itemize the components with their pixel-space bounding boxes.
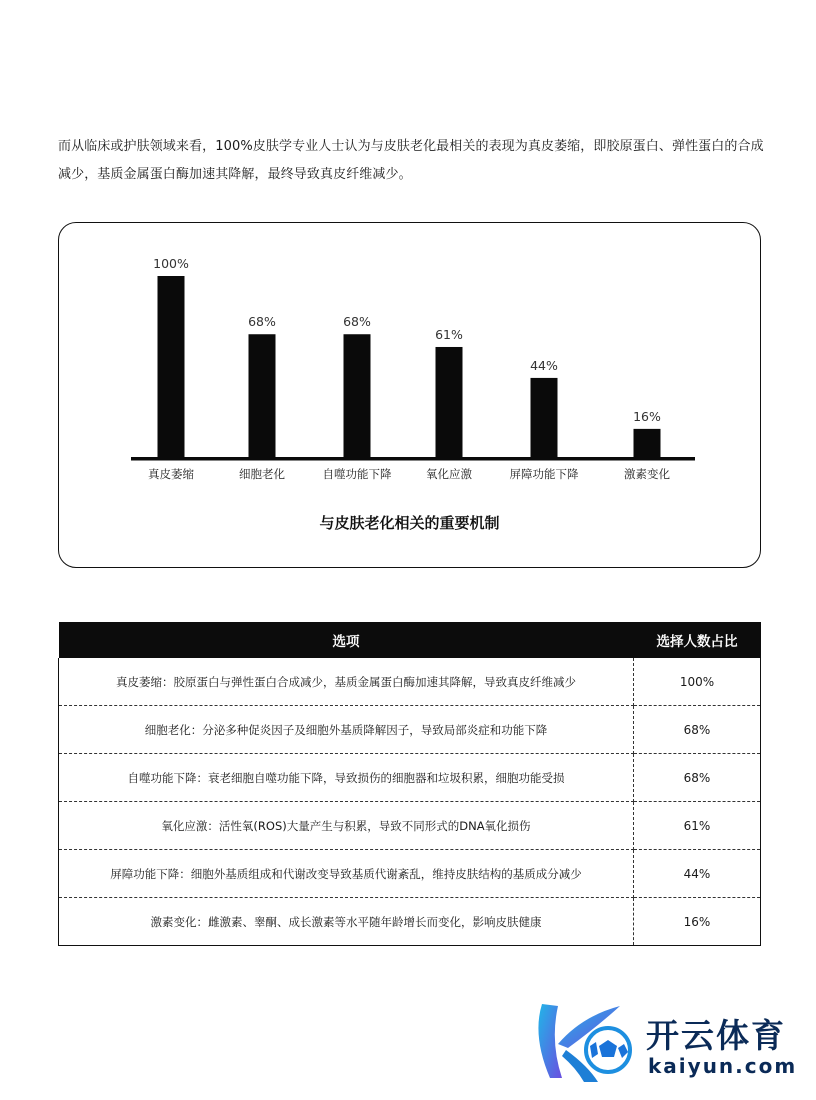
category-label: 氧化应激 — [426, 467, 472, 481]
bar-value-label: 44% — [530, 357, 558, 373]
bar-value-label: 68% — [248, 314, 276, 330]
header-option: 选项 — [59, 622, 634, 658]
mechanism-table — [58, 622, 761, 946]
x-axis-line — [131, 457, 695, 461]
brand-watermark — [528, 996, 798, 1086]
bar-1 — [249, 334, 276, 458]
intro-paragraph: 而从临床或护肤领域来看，100%皮肤学专业人士认为与皮肤老化最相关的表现为真皮萎缩，即胶原蛋白、弹性蛋白的合成减少，基质金属蛋白酶加速其降解，最终导致真皮纤维减少。 — [58, 139, 764, 182]
header-percent: 选择人数占比 — [634, 622, 761, 658]
row-percent: 16% — [634, 898, 761, 946]
category-label: 屏障功能下降 — [509, 467, 579, 481]
row-percent: 44% — [634, 850, 761, 898]
category-label: 激素变化 — [624, 467, 670, 481]
bar-value-label: 16% — [633, 408, 661, 424]
row-option: 自噬功能下降：衰老细胞自噬功能下降，导致损伤的细胞器和垃圾积累，细胞功能受损 — [59, 754, 634, 802]
table-row — [59, 658, 761, 706]
chart-value-labels — [153, 256, 661, 424]
row-option: 屏障功能下降：细胞外基质组成和代谢改变导致基质代谢紊乱，维持皮肤结构的基质成分减少 — [59, 850, 634, 898]
brand-name-cn: 开云体育 — [646, 1016, 786, 1055]
bar-value-label: 68% — [343, 314, 371, 330]
chart-title: 与皮肤老化相关的重要机制 — [319, 514, 500, 532]
brand-name-en: kaiyun.com — [648, 1054, 798, 1078]
bar-3 — [436, 347, 463, 458]
bar-5 — [634, 429, 661, 458]
chart-bars — [158, 276, 661, 458]
bar-value-label: 100% — [153, 256, 189, 271]
table-row — [59, 898, 761, 946]
table-row — [59, 850, 761, 898]
row-percent: 61% — [634, 802, 761, 850]
row-option: 细胞老化：分泌多种促炎因子及细胞外基质降解因子，导致局部炎症和功能下降 — [59, 706, 634, 754]
table-row — [59, 802, 761, 850]
row-option: 氧化应激：活性氧(ROS)大量产生与积累，导致不同形式的DNA氧化损伤 — [59, 802, 634, 850]
bar-chart-card — [58, 222, 761, 568]
row-percent: 100% — [634, 658, 761, 706]
table-row — [59, 706, 761, 754]
bar-2 — [344, 334, 371, 458]
row-percent: 68% — [634, 754, 761, 802]
category-label: 真皮萎缩 — [148, 467, 194, 481]
category-label: 自噬功能下降 — [322, 467, 392, 481]
row-percent: 68% — [634, 706, 761, 754]
kaiyun-logo-icon — [528, 996, 648, 1086]
table-header-row — [59, 622, 761, 658]
row-option: 激素变化：雌激素、睾酮、成长激素等水平随年龄增长而变化，影响皮肤健康 — [59, 898, 634, 946]
bar-0 — [158, 276, 185, 458]
category-label: 细胞老化 — [239, 467, 285, 481]
chart-category-labels — [148, 467, 670, 481]
bar-value-label: 61% — [435, 326, 463, 342]
bar-4 — [531, 378, 558, 458]
row-option: 真皮萎缩：胶原蛋白与弹性蛋白合成减少，基质金属蛋白酶加速其降解，导致真皮纤维减少 — [59, 658, 634, 706]
table-row — [59, 754, 761, 802]
